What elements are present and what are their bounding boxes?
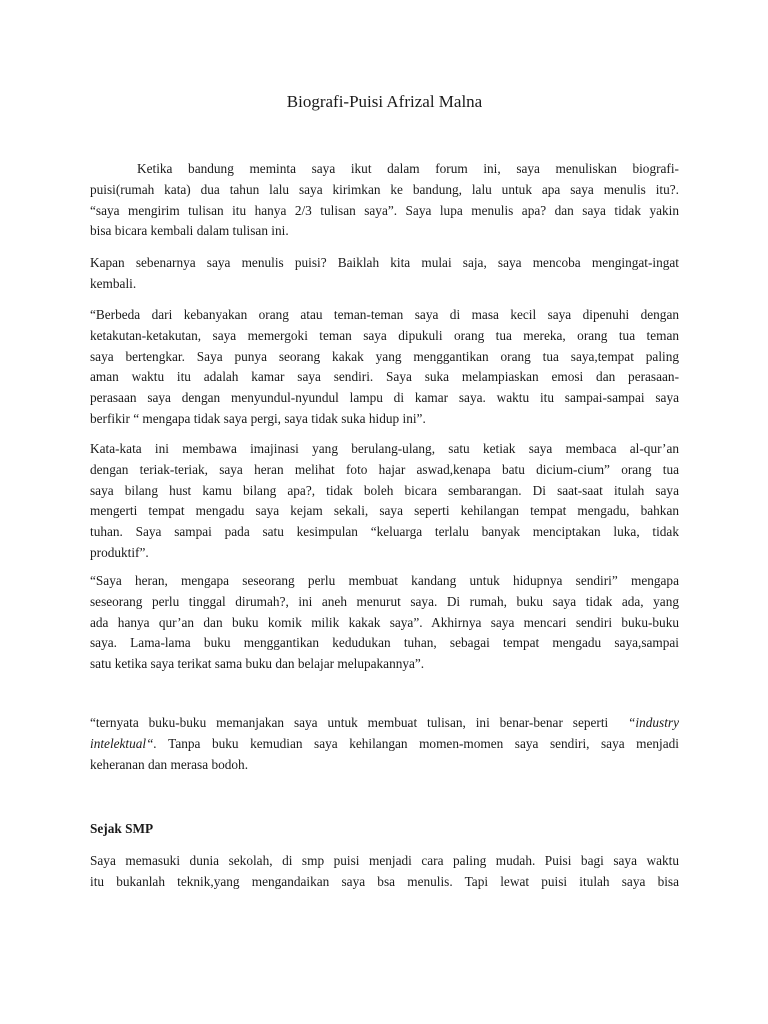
text-line: keheranan dan merasa bodoh.	[90, 756, 249, 772]
text-line: saya bertengkar. Saya punya seorang kakak yang menggantikan orang tua saya,tempat paling	[90, 348, 679, 364]
section-paragraph	[90, 851, 679, 893]
text-line: saya. Lama-lama buku menggantikan kedudukan tuhan, sebagai tempat mengadu saya,sampai	[90, 635, 679, 651]
text-line	[90, 713, 679, 734]
section-heading: Sejak SMP	[90, 821, 154, 836]
paragraph-6	[90, 713, 679, 775]
paragraph-3	[90, 305, 679, 430]
text-line: berfikir “ mengapa tidak saya pergi, saya tidak suka hidup ini”.	[90, 410, 426, 426]
paragraph-5	[90, 571, 679, 675]
text-line: tuhan. Saya sampai pada satu kesimpulan “keluarga terlalu banyak menciptakan luka, tidak	[90, 524, 679, 540]
text-run: Tanpa buku kemudian saya kehilangan momen-momen saya sendiri, saya menjadi	[168, 735, 679, 751]
text-line: “saya mengirim tulisan itu hanya 2/3 tulisan saya”. Saya lupa menulis apa? dan saya tidak yakin	[90, 202, 679, 218]
text-line: Ketika bandung meminta saya ikut dalam forum ini, saya menuliskan biografi-	[137, 161, 679, 176]
text-line: perasaan saya dengan menyundul-nyundul lampu di kamar saya. waktu itu sampai-sampai saya	[90, 390, 679, 406]
paragraph-2	[90, 253, 679, 295]
text-line: saya bilang hust kamu bilang apa?, tidak boleh bicara sembarangan. Di saat-saat itulah saya	[90, 482, 679, 498]
text-line: Kapan sebenarnya saya menulis puisi? Baiklah kita mulai saja, saya mencoba mengingat-ingat	[90, 255, 679, 270]
text-line: aman waktu itu adalah kamar saya sendiri. Saya suka melampiaskan emosi dan perasaan-	[90, 369, 679, 385]
text-line: itu bukanlah teknik,yang mengandaikan saya bsa menulis. Tapi lewat puisi itulah saya bisa	[90, 873, 679, 889]
text-line: satu ketika saya terikat sama buku dan belajar melupakannya”.	[90, 656, 425, 672]
text-line: mengerti tempat mengadu saya kejam sekali, saya seperti kehilangan tempat mengadu, bahkan	[90, 503, 679, 519]
text-line: Saya memasuki dunia sekolah, di smp puisi menjadi cara paling mudah. Puisi bagi saya waktu	[90, 853, 679, 868]
text-line: ketakutan-ketakutan, saya memergoki teman saya dipukuli orang tua mereka, orang tua teman	[90, 327, 679, 343]
paragraph-1	[90, 159, 679, 242]
italic-text: “industry	[628, 715, 679, 730]
text-run: “ternyata buku-buku memanjakan saya untuk membuat tulisan, ini benar-benar seperti	[90, 715, 609, 730]
text-line: bisa bicara kembali dalam tulisan ini.	[90, 223, 289, 239]
text-line: seseorang perlu tinggal dirumah?, ini aneh menurut saya. Di rumah, buku saya tidak ada, yang	[90, 593, 679, 609]
text-line	[90, 734, 679, 755]
text-line: “Saya heran, mengapa seseorang perlu membuat kandang untuk hidupnya sendiri” mengapa	[90, 573, 679, 588]
text-line: ada hanya qur’an dan buku komik milik kakak saya”. Akhirnya saya mencari sendiri buku-buku	[90, 614, 679, 630]
text-line: “Berbeda dari kebanyakan orang atau teman-teman saya di masa kecil saya dipenuhi dengan	[90, 307, 679, 322]
paragraph-4	[90, 439, 679, 564]
text-line: Kata-kata ini membawa imajinasi yang berulang-ulang, satu ketiak saya membaca al-qur’an	[90, 441, 679, 456]
text-line: kembali.	[90, 275, 137, 291]
text-line: puisi(rumah kata) dua tahun lalu saya kirimkan ke bandung, lalu untuk apa saya menulis itu?.	[90, 181, 679, 197]
text-line: produktif”.	[90, 544, 149, 560]
text-line: dengan teriak-teriak, saya heran melihat foto hajar aswad,kenapa batu dicium-cium” orang tua	[90, 461, 679, 477]
document-title: Biografi-Puisi Afrizal Malna	[286, 92, 483, 111]
italic-text: intelektual“.	[90, 735, 157, 751]
